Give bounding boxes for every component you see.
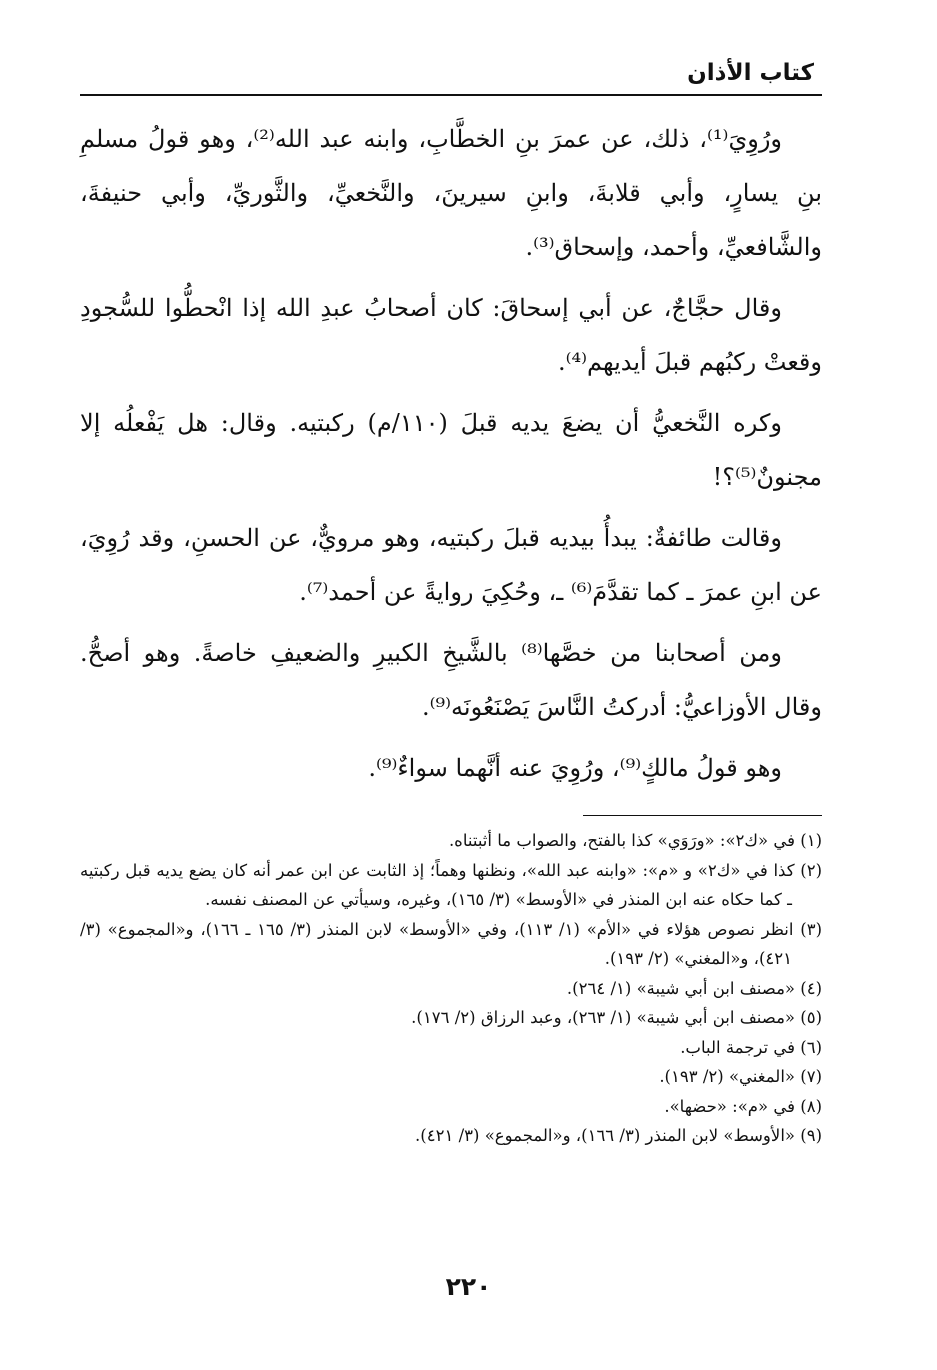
footnote-separator — [583, 815, 822, 816]
main-text — [80, 112, 822, 802]
page-number: ٢٢٠ — [445, 1272, 492, 1301]
footnote: (٩) «الأوسط» لابن المنذر (٣/ ١٦٦)، و«المجموع» (٣/ ٤٢١). — [415, 1126, 822, 1145]
paragraph: وقالت طائفةٌ: يبدأُ بيديه قبلَ ركبتيه، وهو مرويٌّ، عن الحسنِ، وقد رُوِيَ، عن ابنِ عمرَ ـ كما تقدَّمَ⁽⁶⁾ ـ، وحُكِيَ روايةً عن أحمد⁽⁷⁾. — [80, 524, 822, 606]
footnote: (٥) «مصنف ابن أبي شيبة» (١/ ٢٦٣)، وعبد الرزاق (٢/ ١٧٦). — [411, 1008, 822, 1027]
paragraph: وهو قولُ مالكٍ⁽⁹⁾، ورُوِيَ عنه أنَّهما سواءٌ⁽⁹⁾. — [368, 754, 782, 782]
footnotes — [80, 826, 822, 1151]
header-rule — [80, 94, 822, 96]
footnote: (٢) كذا في «ك٢» و «م»: «وابنه عبد الله»، ونظنها وهماً؛ إذ الثابت عن ابن عمر أنه كان يضع يديه قبل ركبتيه ـ كما حكاه عنه ابن المنذر في «الأوسط» (٣/ ١٦٥)، وغيره، وسيأتي عن المصنف نفسه. — [80, 860, 823, 909]
footnote: (١) في «ك٢»: «ورَوَي» كذا بالفتح، والصواب ما أثبتناه. — [448, 831, 822, 850]
paragraph: ومن أصحابنا من خصَّها⁽⁸⁾ بالشَّيخِ الكبيرِ والضعيفِ خاصةً. وهو أصحُّ. وقال الأوزاعيُّ: أدركتُ النَّاسَ يَصْنَعُونَه⁽⁹⁾. — [80, 639, 822, 721]
footnote: (٨) في «م»: «حضها». — [664, 1096, 822, 1116]
footnote: (٧) «المغني» (٢/ ١٩٣). — [659, 1067, 822, 1086]
paragraph: وقال حجَّاجٌ، عن أبي إسحاقَ: كان أصحابُ عبدِ الله إذا انْحطُّوا للسُّجودِ وقعتْ ركبُهم قبلَ أيديهم⁽⁴⁾. — [80, 294, 822, 376]
footnote: (٤) «مصنف ابن أبي شيبة» (١/ ٢٦٤). — [566, 978, 822, 998]
paragraph: وكره النَّخعيُّ أن يضعَ يديه قبلَ (١١٠/م) ركبتيه. وقال: هل يَفْعلُه إلا مجنونٌ⁽⁵⁾؟! — [80, 409, 822, 491]
footnote: (٣) انظر نصوص هؤلاء في «الأم» (١/ ١١٣)، وفي «الأوسط» لابن المنذر (٣/ ١٦٥ ـ ١٦٦)، و«المجموع» (٣/ ٤٢١)، و«المغني» (٢/ ١٩٣). — [80, 919, 823, 968]
footnote: (٦) في ترجمة الباب. — [680, 1037, 822, 1057]
paragraph: ورُوِيَ⁽¹⁾، ذلك، عن عمرَ بنِ الخطَّابِ، وابنه عبد الله⁽²⁾، وهو قولُ مسلمِ بنِ يسارٍ، وأبي قلابةَ، وابنِ سيرينَ، والنَّخعيِّ، والثَّوريِّ، وأبي حنيفةَ، والشَّافعيِّ، وأحمد، وإسحاق⁽³⁾. — [80, 125, 822, 261]
running-title: كتاب الأذان — [687, 60, 814, 86]
